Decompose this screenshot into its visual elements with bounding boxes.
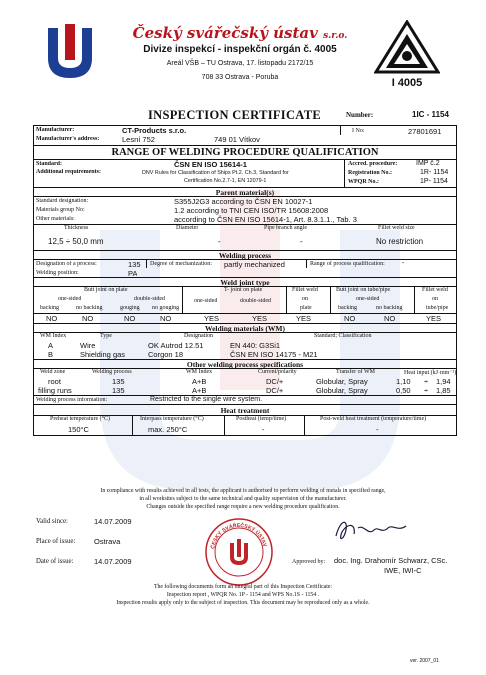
designation-value: S355J2G3 according to ČSN EN 10027-1 (174, 197, 313, 206)
weld-joint-headings (34, 287, 456, 314)
welding-process-title: Welding process (218, 251, 272, 260)
parent-material-rows (34, 197, 456, 225)
wm-designation-heading: Designation (184, 333, 213, 339)
fillet-size-value: No restriction (376, 237, 424, 246)
pipe-backing-heading: backing (338, 305, 357, 311)
division-name: Divize inspekcí - inspekční orgán č. 4005 (143, 44, 337, 55)
heat-treatment-title: Heat treatment (220, 406, 270, 415)
svg-text:ČESKÝ SVÁŘEČSKÝ ÚSTAV: ČESKÝ SVÁŘEČSKÝ ÚSTAV (210, 522, 268, 550)
weld-process-heading: Welding process (92, 369, 132, 375)
pipe-no-backing-heading: no backing (376, 305, 403, 311)
divider (146, 260, 147, 268)
weld-joint-title: Weld joint type (220, 278, 270, 287)
process-range-value: - (402, 260, 405, 267)
welding-position-label: Welding position: (36, 270, 79, 276)
weld-joint-values (34, 314, 456, 324)
process-designation-value: 135 (128, 260, 141, 269)
designation-label: Standard designation: (36, 198, 89, 204)
spec-row-2-zone: filling runs (38, 386, 72, 395)
pwht-value: - (376, 425, 379, 434)
butt-plate-heading: Butt joint on plate (84, 287, 128, 293)
wm-row-b-standard: ČSN EN ISO 14175 - M21 (230, 350, 318, 359)
diameter-value: - (218, 237, 221, 246)
no-gouging-heading: no gouging (152, 305, 180, 311)
fillet-pipe-on-label: on (432, 296, 438, 302)
process-info-value: Restricted to the single wire system. (150, 396, 263, 403)
mechanization-label: Degree of mechanization: (150, 261, 212, 267)
divider (132, 416, 133, 435)
spec-row-1-process: 135 (112, 377, 125, 386)
address-line-2: 708 33 Ostrava - Poruba (201, 74, 279, 81)
divider (306, 260, 307, 268)
wm-row-a-standard: EN 440: G3Si1 (230, 341, 281, 350)
certificate-title-row (30, 108, 470, 122)
footer-line-3: Inspection results apply only to the subject of inspection. This document may be reproduced only as a whole. (116, 600, 370, 606)
spec-row-2-transfer: Globular, Spray (316, 386, 368, 395)
thickness-header: Thickness (64, 225, 89, 231)
divider (224, 416, 225, 435)
compliance-line-2: in all worksites subject to the same technical and quality supervision of the manufacturer. (139, 496, 347, 502)
divider (344, 160, 345, 187)
t-one-sided-heading: one-sided (194, 298, 218, 304)
accreditation-logo-icon (374, 20, 440, 90)
interpass-value: max. 250°C (148, 425, 188, 434)
spec-row-2-process: 135 (112, 386, 125, 395)
no-backing-heading: no backing (76, 305, 103, 311)
registration-value: 1R- 1154 (420, 169, 449, 176)
manufacturer-label: Manufacturer: (36, 127, 75, 133)
value-butt-no-gouging: NO (160, 314, 172, 323)
fillet-on-label: on (302, 296, 308, 302)
spec-row-2-heat-sep: ÷ (424, 386, 429, 395)
thickness-row (34, 225, 456, 251)
t-plate-heading: T- joint on plate (224, 287, 263, 293)
date-of-issue-label: Date of issue: (36, 558, 74, 565)
csu-logo-icon (44, 24, 96, 82)
footer-line-2: Inspection report , WPQR No. 1P - 1154 and WPS No.1S - 1154 . (166, 592, 320, 598)
process-info-label: Welding process information: (36, 397, 108, 403)
spec-row-1-heat-max: 1,94 (436, 377, 451, 386)
fillet-size-header: Fillet weld size (378, 225, 415, 231)
footer-line-1: The following documents form an integral part of this Inspection Certificate: (153, 584, 333, 590)
pwht-heading: Post-weld heat treatment (temperature/time) (320, 416, 427, 422)
value-butt-backing: NO (46, 314, 58, 323)
backing-heading: backing (40, 305, 59, 311)
standard-value: ČSN EN ISO 15614-1 (174, 160, 247, 169)
spec-row-1-heat-sep: ÷ (424, 377, 429, 386)
manufacturer-section (34, 126, 456, 146)
date-of-issue-value: 14.07.2009 (94, 557, 132, 566)
thickness-value: 12,5 ÷ 50,0 mm (48, 237, 104, 246)
weld-zone-heading: Weld zone (40, 369, 66, 375)
wm-row-b-index: B (48, 350, 54, 359)
accreditation-badge: I 4005 (391, 77, 423, 89)
wm-row-a-index: A (48, 341, 54, 350)
fillet-pipe-heading: Fillet weld (422, 287, 448, 293)
manufacturer-name: CT-Products s.r.o. (122, 126, 187, 135)
wm-row-b-type: Shielding gas (80, 350, 126, 359)
welding-materials-header (34, 324, 456, 333)
current-heading: Current/polarity (258, 369, 297, 375)
divider (414, 287, 415, 313)
transfer-heading: Transfer of WM (336, 369, 375, 375)
welding-position-value: PA (128, 269, 138, 278)
spec-row-1-zone: root (48, 377, 61, 386)
official-seal (204, 517, 274, 587)
spec-row-1-transfer: Globular, Spray (316, 377, 368, 386)
process-designation-label: Designation of a process: (36, 261, 97, 267)
welding-materials-title: Welding materials (WM) (205, 324, 285, 333)
wpqr-value: 1P- 1154 (420, 178, 448, 185)
valid-since-value: 14.07.2009 (94, 517, 132, 526)
materials-group-label: Materials group No: (36, 207, 85, 213)
parent-material-header (34, 188, 456, 197)
additional-requirements-label: Additional requirements: (36, 169, 101, 175)
value-t-one-sided: YES (204, 314, 220, 323)
heat-treatment-header (34, 405, 456, 416)
divider (304, 416, 305, 435)
divider (340, 126, 341, 135)
fillet-plate-label: plate (300, 305, 312, 311)
divider (330, 287, 331, 313)
compliance-line-1: In compliance with results achieved in all tests, the applicant is authorised to perform welding of metals in specified range, (100, 488, 386, 494)
wm-standard-heading: Standard; Classification (314, 333, 372, 339)
pipe-one-sided-heading: one-sided (356, 296, 380, 302)
one-sided-heading: one-sided (58, 296, 82, 302)
parent-material-title: Parent material(s) (215, 188, 275, 197)
ino-value: 27801691 (408, 127, 442, 136)
heat-input-heading: Heat input (kJ·mm⁻¹) (404, 370, 457, 376)
postheat-heading: Postheat (temp/time) (236, 416, 287, 422)
welding-process-header (34, 251, 456, 260)
butt-pipe-heading: Butt joint on tube/pipe (336, 287, 391, 293)
postheat-value: - (262, 425, 265, 434)
weld-joint-header (34, 278, 456, 287)
divider (286, 287, 287, 313)
other-specs-table (34, 369, 456, 396)
additional-requirements-line-1: DNV Rules for Classification of Ships Pt.2. Ch.3, Standard for (142, 170, 289, 176)
welding-materials-table (34, 333, 456, 360)
certificate-number-label: Number: (346, 111, 374, 119)
mechanization-value: partly mechanized (224, 260, 285, 269)
valid-since-label: Valid since: (36, 518, 68, 525)
manufacturer-street: Lesní 752 (122, 135, 155, 144)
welding-process-rows (34, 260, 456, 278)
t-double-sided-heading: double-sided (240, 298, 271, 304)
other-materials-value: according to ČSN EN ISO 15614-1, Art. 8.3.1.1., Tab. 3 (174, 215, 357, 224)
additional-requirements-line-2: Certification No.2.7-1, EN 12079-1 (184, 178, 267, 184)
process-range-label: Range of process qualification: (310, 261, 385, 267)
accred-procedure-label: Accred. procedure: (348, 161, 398, 167)
branch-angle-header: Pipe branch angle (264, 225, 307, 231)
interpass-heading: Interpass temperature (°C) (140, 416, 204, 422)
value-butt-gouging: NO (124, 314, 136, 323)
value-fillet-plate: YES (296, 314, 312, 323)
spec-row-2-index: A+B (192, 386, 207, 395)
wm-type-heading: Type (100, 333, 112, 339)
wm-index-heading: WM Index (40, 333, 67, 339)
standard-label: Standard: (36, 161, 63, 167)
heat-treatment-table (34, 416, 456, 435)
spec-row-1-heat-min: 1,10 (396, 377, 411, 386)
value-pipe-backing: NO (344, 314, 356, 323)
manufacturer-address-label: Manufacturer's address: (36, 136, 100, 142)
value-t-double-sided: YES (252, 314, 268, 323)
value-pipe-no-backing: NO (384, 314, 396, 323)
value-butt-no-backing: NO (82, 314, 94, 323)
diameter-header: Diameter (176, 225, 199, 231)
spec-row-2-heat-max: 1,85 (436, 386, 451, 395)
fillet-plate-heading: Fillet weld (292, 287, 318, 293)
place-of-issue-label: Place of issue: (36, 538, 76, 545)
compliance-line-3: Changes outside the specified range require a new welding procedure qualification. (146, 504, 340, 510)
manufacturer-city: 749 01 Vítkov (214, 135, 260, 144)
other-specs-header (34, 360, 456, 369)
process-info-row (34, 396, 456, 405)
approver-title: IWE, IWI-C (384, 566, 422, 575)
preheat-value: 150°C (68, 425, 89, 434)
preheat-heading: Preheat temperature (°C) (50, 416, 111, 422)
range-title: RANGE OF WELDING PROCEDURE QUALIFICATION (111, 147, 379, 158)
branch-angle-value: - (300, 237, 303, 246)
double-sided-heading: double-sided (134, 296, 165, 302)
ino-label: I No: (352, 128, 365, 134)
standard-section (34, 160, 456, 188)
wm-row-a-type: Wire (80, 341, 96, 350)
spec-row-2-current: DC/+ (266, 386, 284, 395)
materials-group-value: 1.2 according to TNI CEN ISO/TR 15608:2008 (174, 206, 329, 215)
place-of-issue-value: Ostrava (94, 537, 121, 546)
other-specs-title: Other welding process specifications (186, 360, 304, 369)
other-materials-label: Other materials: (36, 216, 75, 222)
signature (330, 514, 410, 546)
value-fillet-pipe: YES (426, 314, 442, 323)
spec-row-1-current: DC/+ (266, 377, 284, 386)
wm-row-b-designation: Corgon 18 (148, 350, 184, 359)
divider (182, 287, 183, 313)
address-line-1: Areál VŠB – TU Ostrava, 17. listopadu 2172/15 (166, 60, 314, 67)
spec-row-2-heat-min: 0,50 (396, 386, 411, 395)
institute-name: Český svářečský ústav s.r.o. (132, 24, 348, 42)
fillet-pipe-tube-label: tube/pipe (426, 305, 449, 311)
gouging-heading: gouging (120, 305, 140, 311)
letterhead (0, 0, 486, 102)
approver-name: doc. Ing. Drahomír Schwarz, CSc. (334, 556, 448, 565)
spec-wm-index-heading: WM Index (186, 369, 213, 375)
wpqr-label: WPQR No.: (348, 179, 379, 185)
registration-label: Registration No.: (348, 170, 392, 176)
spec-row-1-index: A+B (192, 377, 207, 386)
accred-procedure-value: IMP č.2 (416, 160, 440, 167)
approved-by-label: Approved by: (292, 559, 326, 565)
certificate-title: INSPECTION CERTIFICATE (148, 108, 321, 122)
wm-row-a-designation: OK Autrod 12.51 (148, 341, 204, 350)
qualification-table (33, 125, 457, 436)
certificate-number: 1IC - 1154 (412, 110, 449, 119)
version-label: ver. 2007_01 (410, 658, 439, 664)
range-title-row (34, 146, 456, 160)
